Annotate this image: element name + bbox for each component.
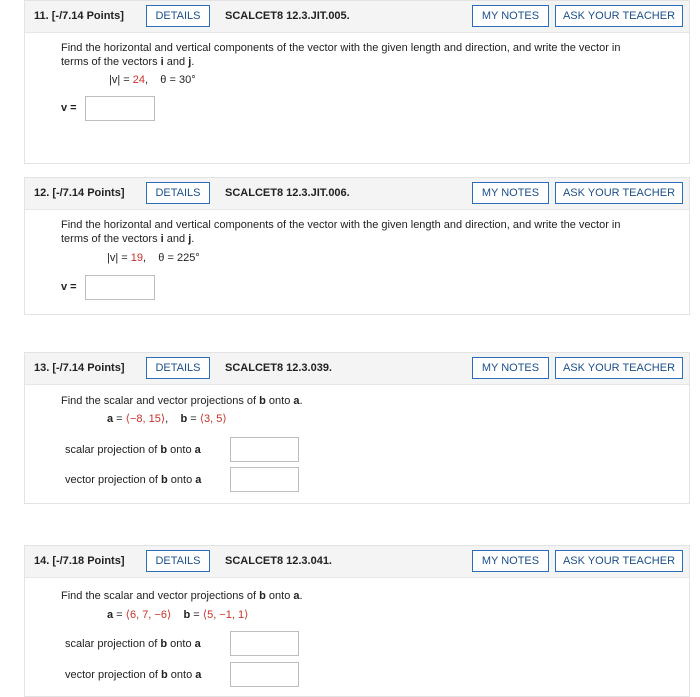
ask-your-teacher-button[interactable]: ASK YOUR TEACHER [555,550,683,572]
scalar-projection-input[interactable] [230,437,299,462]
given-values: |v| = 24, θ = 30° [109,74,196,86]
answer-label: v = [61,102,77,114]
vector-projection-input[interactable] [230,467,299,492]
question-points: 14. [-/7.18 Points] [34,555,125,567]
question-header [25,178,689,210]
question-header [25,353,689,385]
my-notes-button[interactable]: MY NOTES [472,182,549,204]
question-code: SCALCET8 12.3.041. [225,555,332,567]
my-notes-button[interactable]: MY NOTES [472,357,549,379]
details-button[interactable]: DETAILS [146,5,210,27]
question-points: 11. [-/7.14 Points] [34,10,124,22]
question-prompt: Find the horizontal and vertical components of the vector with the given length and direction, and write the vector in terms of the vectors i and j. [61,42,621,68]
ask-your-teacher-button[interactable]: ASK YOUR TEACHER [555,182,683,204]
answer-label: v = [61,281,77,293]
scalar-projection-input[interactable] [230,631,299,656]
details-button[interactable]: DETAILS [146,357,210,379]
question-header [25,1,689,33]
question-code: SCALCET8 12.3.039. [225,362,332,374]
question-12 [24,177,690,315]
details-button[interactable]: DETAILS [146,182,210,204]
question-points: 12. [-/7.14 Points] [34,187,125,199]
vector-answer-input[interactable] [85,96,155,121]
my-notes-button[interactable]: MY NOTES [472,5,549,27]
question-prompt: Find the scalar and vector projections of b onto a. [61,590,303,602]
scalar-projection-label: scalar projection of b onto a [65,444,201,456]
details-button[interactable]: DETAILS [146,550,210,572]
question-code: SCALCET8 12.3.JIT.006. [225,187,350,199]
question-prompt: Find the horizontal and vertical components of the vector with the given length and direction, and write the vector in terms of the vectors i and j. [61,219,621,245]
question-11 [24,0,690,164]
my-notes-button[interactable]: MY NOTES [472,550,549,572]
ask-your-teacher-button[interactable]: ASK YOUR TEACHER [555,357,683,379]
vector-projection-label: vector projection of b onto a [65,474,202,486]
question-points: 13. [-/7.14 Points] [34,362,125,374]
question-code: SCALCET8 12.3.JIT.005. [225,10,350,22]
scalar-projection-label: scalar projection of b onto a [65,638,201,650]
given-values: |v| = 19, θ = 225° [107,252,200,264]
vector-answer-input[interactable] [85,275,155,300]
question-13 [24,352,690,504]
question-14 [24,545,690,697]
given-vectors: a = ⟨6, 7, −6⟩ b = ⟨5, −1, 1⟩ [107,609,249,621]
vector-projection-input[interactable] [230,662,299,687]
ask-your-teacher-button[interactable]: ASK YOUR TEACHER [555,5,683,27]
given-vectors: a = ⟨−8, 15⟩, b = ⟨3, 5⟩ [107,413,227,425]
vector-projection-label: vector projection of b onto a [65,669,202,681]
question-prompt: Find the scalar and vector projections of b onto a. [61,395,303,407]
question-header [25,546,689,578]
